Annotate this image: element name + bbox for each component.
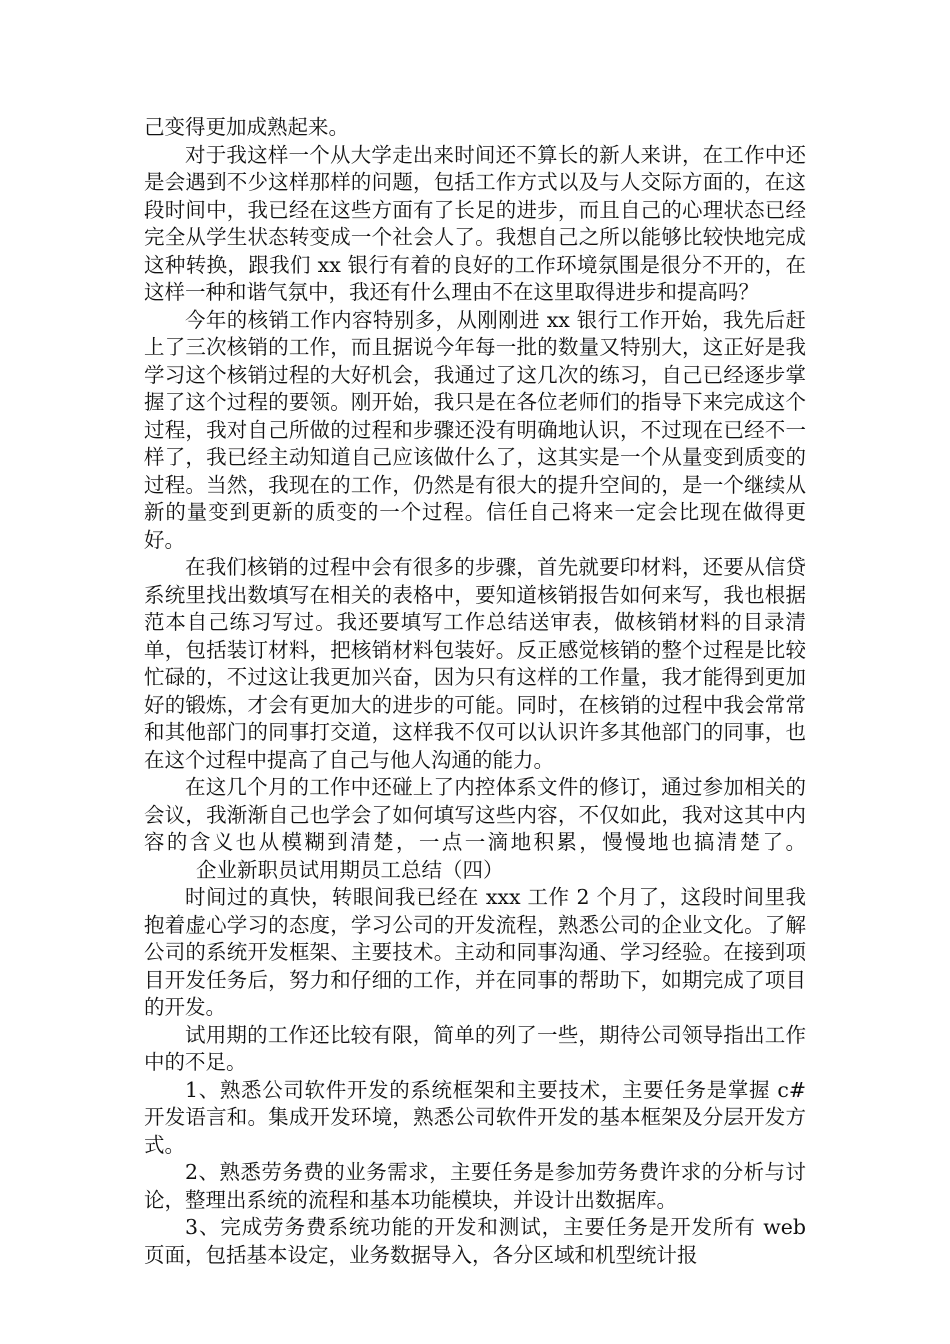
paragraph-new-employee-adaptation: 对于我这样一个从大学走出来时间还不算长的新人来讲，在工作中还是会遇到不少这样那样的问题，包括工作方式以及与人交际方面的，在这段时间中，我已经在这些方面有了长足的进步，而且自己的心理状态已经完全从学生状态转变成一个社会人了。我想自己之所以能够比较快地完成这种转换，跟我们 xx 银行有着的良好的工作环境氛围是很分不开的，在这样一种和谐气氛中，我还有什么理由不在这里取得进步和提高吗？ bbox=[144, 142, 806, 304]
section-title: 企业新职员试用期员工总结（四） bbox=[196, 857, 504, 882]
document-page bbox=[144, 114, 806, 1269]
paragraph-probation-work: 试用期的工作还比较有限，简单的列了一些，期待公司领导指出工作中的不足。 bbox=[144, 1022, 806, 1074]
paragraph-internal-control bbox=[144, 774, 806, 884]
paragraph-time-flies: 时间过的真快，转眼间我已经在 xxx 工作 2 个月了，这段时间里我抱着虚心学习的态度，学习公司的开发流程，熟悉公司的企业文化。了解公司的系统开发框架、主要技术。主动和同事沟通、学习经验。在接到项目开发任务后，努力和仔细的工作，并在同事的帮助下，如期完成了项目的开发。 bbox=[144, 885, 806, 1019]
paragraph-write-off-steps: 在我们核销的过程中会有很多的步骤，首先就要印材料，还要从信贷系统里找出数填写在相关的表格中，要知道核销报告如何来写，我也根据范本自己练习写过。我还要填写工作总结送审表，做核销材料的目录清单，包括装订材料，把核销材料包装好。反正感觉核销的整个过程是比较忙碌的，不过这让我更加兴奋，因为只有这样的工作量，我才能得到更加好的锻炼，才会有更加大的进步的可能。同时，在核销的过程中我会常常和其他部门的同事打交道，这样我不仅可以认识许多其他部门的同事，也在这个过程中提高了自己与他人沟通的能力。 bbox=[144, 555, 806, 772]
paragraph-continuation: 己变得更加成熟起来。 bbox=[144, 115, 349, 139]
list-item-1: 1、熟悉公司软件开发的系统框架和主要技术，主要任务是掌握 c#开发语言和。集成开发环境，熟悉公司软件开发的基本框架及分层开发方式。 bbox=[144, 1077, 806, 1157]
internal-control-text: 在这几个月的工作中还碰上了内控体系文件的修订，通过参加相关的会议，我渐渐自己也学会了如何填写这些内容，不仅如此，我对这其中内容的含义也从模糊到清楚，一点一滴地积累，慢慢地也搞清楚了。 bbox=[144, 775, 806, 854]
list-item-2: 2、熟悉劳务费的业务需求，主要任务是参加劳务费许求的分析与讨论，整理出系统的流程和基本功能模块，并设计出数据库。 bbox=[144, 1160, 806, 1212]
list-item-3: 3、完成劳务费系统功能的开发和测试，主要任务是开发所有 web 页面，包括基本设定，业务数据导入，各分区域和机型统计报 bbox=[144, 1215, 806, 1267]
paragraph-write-off-work: 今年的核销工作内容特别多，从刚刚进 xx 银行工作开始，我先后赶上了三次核销的工作，而且据说今年每一批的数量又特别大，这正好是我学习这个核销过程的大好机会，我通过了这几次的练习，自己已经逐步掌握了这个过程的要领。刚开始，我只是在各位老师们的指导下来完成这个过程，我对自己所做的过程和步骤还没有明确地认识，不过现在已经不一样了，我已经主动知道自己应该做什么了，这其实是一个从量变到质变的过程。当然，我现在的工作，仍然是有很大的提升空间的，是一个继续从新的量变到更新的质变的一个过程。信任自己将来一定会比现在做得更好。 bbox=[144, 307, 806, 552]
